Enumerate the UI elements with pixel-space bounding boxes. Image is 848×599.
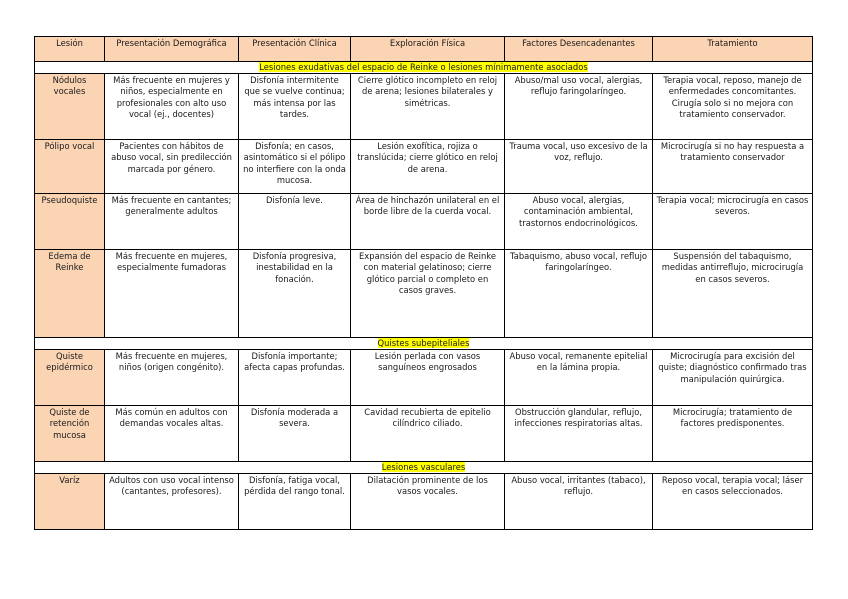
table-cell: Abuso vocal, irritantes (tabaco), reflujo. xyxy=(505,474,653,530)
table-row xyxy=(35,194,813,250)
table-row xyxy=(35,350,813,406)
table-cell: Tabaquismo, abuso vocal, reflujo faringolaríngeo. xyxy=(505,250,653,338)
table-cell: Disfonía; en casos, asintomático si el pólipo no interfiere con la onda mucosa. xyxy=(239,140,351,194)
table-cell: Abuso vocal, remanente epitelial en la lámina propia. xyxy=(505,350,653,406)
table-cell: Trauma vocal, uso excesivo de la voz, reflujo. xyxy=(505,140,653,194)
table-cell: Disfonía importante; afecta capas profundas. xyxy=(239,350,351,406)
table-cell: Disfonía intermitente que se vuelve continua; más intensa por las tardes. xyxy=(239,74,351,140)
lesions-table xyxy=(34,36,813,530)
section-title: Lesiones vasculares xyxy=(381,462,466,472)
table-cell: Microcirugía para excisión del quiste; diagnóstico confirmado tras manipulación quirúrgica. xyxy=(653,350,813,406)
section-row xyxy=(35,462,813,474)
lesion-name: Pólipo vocal xyxy=(35,140,105,194)
table-cell: Área de hinchazón unilateral en el borde libre de la cuerda vocal. xyxy=(351,194,505,250)
table-cell: Disfonía, fatiga vocal, pérdida del rango tonal. xyxy=(239,474,351,530)
table-cell: Disfonía moderada a severa. xyxy=(239,406,351,462)
section-row xyxy=(35,338,813,350)
table-cell: Suspensión del tabaquismo, medidas antirreflujo, microcirugía en casos severos. xyxy=(653,250,813,338)
lesion-name: Pseudoquiste xyxy=(35,194,105,250)
header-physical-exam: Exploración Física xyxy=(351,37,505,62)
table-cell: Abuso vocal, alergias, contaminación ambiental, trastornos endocrinológicos. xyxy=(505,194,653,250)
lesion-name: Quiste de retención mucosa xyxy=(35,406,105,462)
table-cell: Lesión perlada con vasos sanguíneos engrosados xyxy=(351,350,505,406)
table-row xyxy=(35,474,813,530)
table-cell: Más frecuente en mujeres y niños, especialmente en profesionales con alto uso vocal (ej., docentes) xyxy=(105,74,239,140)
table-cell: Expansión del espacio de Reinke con material gelatinoso; cierre glótico parcial o completo en casos graves. xyxy=(351,250,505,338)
section-row xyxy=(35,62,813,74)
table-cell: Más frecuente en mujeres, especialmente fumadoras xyxy=(105,250,239,338)
table-cell: Disfonía progresiva, inestabilidad en la fonación. xyxy=(239,250,351,338)
lesion-name: Nódulos vocales xyxy=(35,74,105,140)
table-row xyxy=(35,406,813,462)
table-cell: Disfonía leve. xyxy=(239,194,351,250)
lesion-name: Edema de Reinke xyxy=(35,250,105,338)
table-cell: Lesión exofítica, rojiza o translúcida; cierre glótico en reloj de arena. xyxy=(351,140,505,194)
header-triggers: Factores Desencadenantes xyxy=(505,37,653,62)
table-row xyxy=(35,140,813,194)
table-cell: Adultos con uso vocal intenso (cantantes, profesores). xyxy=(105,474,239,530)
table-cell: Dilatación prominente de los vasos vocales. xyxy=(351,474,505,530)
table-cell: Microcirugía; tratamiento de factores predisponentes. xyxy=(653,406,813,462)
table-cell: Terapia vocal; microcirugía en casos severos. xyxy=(653,194,813,250)
table-cell: Cavidad recubierta de epitelio cilíndrico ciliado. xyxy=(351,406,505,462)
table-cell: Abuso/mal uso vocal, alergias, reflujo faringolaríngeo. xyxy=(505,74,653,140)
section-title: Quistes subepiteliales xyxy=(377,338,470,348)
table-row xyxy=(35,74,813,140)
table-cell: Pacientes con hábitos de abuso vocal, sin predilección marcada por género. xyxy=(105,140,239,194)
table-cell: Obstrucción glandular, reflujo, infecciones respiratorias altas. xyxy=(505,406,653,462)
header-demographic: Presentación Demográfica xyxy=(105,37,239,62)
header-treatment: Tratamiento xyxy=(653,37,813,62)
lesion-name: Varíz xyxy=(35,474,105,530)
table-cell: Reposo vocal, terapia vocal; láser en casos seleccionados. xyxy=(653,474,813,530)
table-cell: Más frecuente en cantantes; generalmente adultos xyxy=(105,194,239,250)
table-row xyxy=(35,250,813,338)
section-title: Lesiones exudativas del espacio de Reinke o lesiones mínimamente asociados xyxy=(259,62,588,72)
table-cell: Microcirugía si no hay respuesta a tratamiento conservador xyxy=(653,140,813,194)
header-clinical: Presentación Clínica xyxy=(239,37,351,62)
header-lesion: Lesión xyxy=(35,37,105,62)
table-cell: Más común en adultos con demandas vocales altas. xyxy=(105,406,239,462)
table-header-row xyxy=(35,37,813,62)
table-cell: Terapia vocal, reposo, manejo de enfermedades concomitantes. Cirugía solo si no mejora con tratamiento conservador. xyxy=(653,74,813,140)
lesion-name: Quiste epidérmico xyxy=(35,350,105,406)
table-cell: Cierre glótico incompleto en reloj de arena; lesiones bilaterales y simétricas. xyxy=(351,74,505,140)
table-cell: Más frecuente en mujeres, niños (origen congénito). xyxy=(105,350,239,406)
